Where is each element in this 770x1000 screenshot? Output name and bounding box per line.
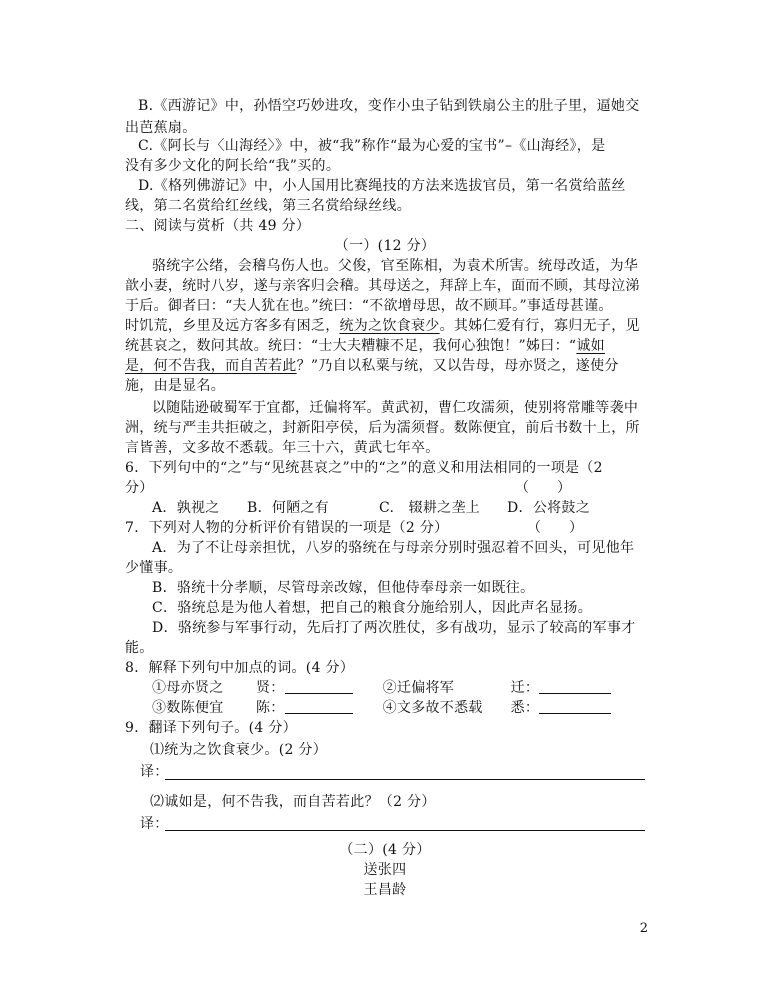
q9-answer-line-2[interactable]	[165, 829, 645, 831]
q6-stem-line-2: 分）	[125, 480, 154, 496]
passage-p1-line-6	[125, 356, 645, 376]
q8-row-1	[152, 678, 672, 698]
passage-text: ？”乃自以私粟与统，又以告母，母亦贤之，遂使分	[296, 358, 619, 374]
q8-item-1-word: 贤：	[256, 680, 285, 696]
q6-option-c: C. 辍耕之垄上	[379, 500, 481, 516]
passage-p1-line-7: 施，由是显名。	[125, 378, 226, 394]
passage-text: 统甚哀之，数问其故。统曰：“士大夫糟糠不足，我何心独饱！”姊曰：“	[125, 338, 577, 354]
q8-item-2: ②迁偏将军	[382, 680, 455, 696]
q8-item-3-word: 陈：	[256, 700, 285, 716]
q9-translate-label-1: 译：	[140, 764, 169, 780]
q8-row-2	[152, 698, 672, 718]
underlined-sentence-1: 统为之饮食衰少	[339, 318, 440, 334]
section-2-title: 二、阅读与赏析（共 49 分）	[125, 218, 311, 234]
part-1-heading: （一）(12 分）	[334, 238, 436, 254]
q8-item-4-word: 悉：	[510, 700, 540, 716]
page-number: 2	[639, 921, 648, 936]
q6-option-b: B．何陋之有	[247, 500, 330, 516]
passage-p2-line-2: 洲，统与严圭共拒破之，封新阳亭侯，后为濡须督。数陈便宜，前后书数十上，所	[125, 420, 640, 436]
q7-option-b: B．骆统十分孝顺，尽管母亲改嫁，但他侍奉母亲一如既往。	[152, 580, 535, 596]
q8-item-4: ④文多故不悉载	[382, 700, 483, 716]
q6-answer-paren: （ ）	[515, 480, 571, 496]
q8-item-2-blank[interactable]	[539, 679, 611, 694]
q7-stem: 7．下列对人物的分析评价有错误的一项是（2 分）	[125, 520, 449, 536]
passage-p2-line-3: 言皆善，文多故不悉载。年三十六，黄武七年卒。	[125, 440, 440, 456]
q7-option-d-line-1: D．骆统参与军事行动，先后打了两次胜仗，多有战功，显示了较高的军事才	[152, 620, 636, 636]
poem-author: 王昌龄	[363, 882, 407, 898]
option-d-line-1: D.《格列佛游记》中，小人国用比赛绳技的方法来选拔官员，第一名赏给蓝丝	[138, 178, 626, 194]
q9-sentence-1: ⑴统为之饮食衰少。(2 分）	[150, 742, 328, 758]
option-c-line-1: C.《阿长与〈山海经〉》中，被“我”称作“最为心爱的宝书”–《山海经》，是	[138, 138, 606, 154]
q6-stem-line-1: 6．下列句中的“之”与“见统甚哀之”中的“之”的意义和用法相同的一项是（2	[125, 460, 603, 476]
q7-option-d-line-2: 能。	[125, 640, 154, 656]
q9-answer-line-1[interactable]	[165, 778, 645, 780]
q8-item-1: ①母亦贤之	[152, 680, 224, 696]
q6-options	[152, 498, 672, 518]
passage-p1-line-3: 于后。御者曰：“夫人犹在也。”统曰：“不欲增母思，故不顾耳。”事适母甚谨。	[125, 298, 613, 314]
q7-option-a-line-2: 少懂事。	[125, 560, 183, 576]
option-d-line-2: 线，第二名赏给红丝线，第三名赏给绿丝线。	[125, 198, 411, 214]
passage-p1-line-2: 歆小妻，统时八岁，遂与亲客归会稽。其母送之，拜辞上车，面而不顾，其母泣涕	[125, 278, 640, 294]
passage-text: 时饥荒，乡里及远方客多有困乏，	[125, 318, 340, 334]
q8-item-3-blank[interactable]	[285, 699, 353, 714]
part-2-heading: （二）(4 分）	[339, 842, 431, 858]
passage-p1-line-4	[125, 316, 645, 336]
q7-answer-paren: （ ）	[527, 520, 583, 536]
option-b-line-2: 出芭蕉扇。	[125, 120, 197, 136]
passage-p1-line-1: 骆统字公绪，会稽乌伤人也。父俊，官至陈相，为袁术所害。统母改适，为华	[152, 258, 639, 274]
q9-sentence-2: ⑵诚如是，何不告我，而自苦若此？（2 分）	[150, 794, 436, 810]
passage-p1-line-5	[125, 336, 645, 356]
q8-item-1-blank[interactable]	[285, 679, 353, 694]
q9-translate-label-2: 译：	[140, 816, 169, 832]
underlined-sentence-2-end: 是，何不告我，而自苦若此	[125, 358, 297, 374]
q8-item-3: ③数陈便宜	[152, 700, 224, 716]
q7-option-a-line-1: A．为了不让母亲担忧，八岁的骆统在与母亲分别时强忍着不回头，可见他年	[152, 540, 635, 556]
q8-stem: 8．解释下列句中加点的词。(4 分）	[125, 660, 355, 676]
q9-stem: 9．翻译下列句子。(4 分）	[125, 720, 297, 736]
option-b-line-1: B.《西游记》中，孙悟空巧妙进攻，变作小虫子钻到铁扇公主的肚子里，逼她交	[138, 98, 640, 114]
q6-option-d: D．公将鼓之	[507, 500, 591, 516]
q8-item-2-word: 迁：	[510, 680, 540, 696]
underlined-sentence-2-start: 诚如	[576, 338, 605, 354]
option-c-line-2: 没有多少文化的阿长给“我”买的。	[125, 158, 341, 174]
passage-p2-line-1: 以随陆逊破蜀军于宜都，迁偏将军。黄武初，曹仁攻濡须，使别将常雕等袭中	[152, 400, 639, 416]
q6-option-a: A．孰视之	[152, 500, 220, 516]
q8-item-4-blank[interactable]	[539, 699, 611, 714]
passage-text: 。其姊仁爱有行，寡归无子，见	[439, 318, 640, 334]
poem-title: 送张四	[363, 862, 407, 878]
q7-option-c: C．骆统总是为他人着想，把自己的粮食分施给别人，因此声名显扬。	[152, 600, 593, 616]
